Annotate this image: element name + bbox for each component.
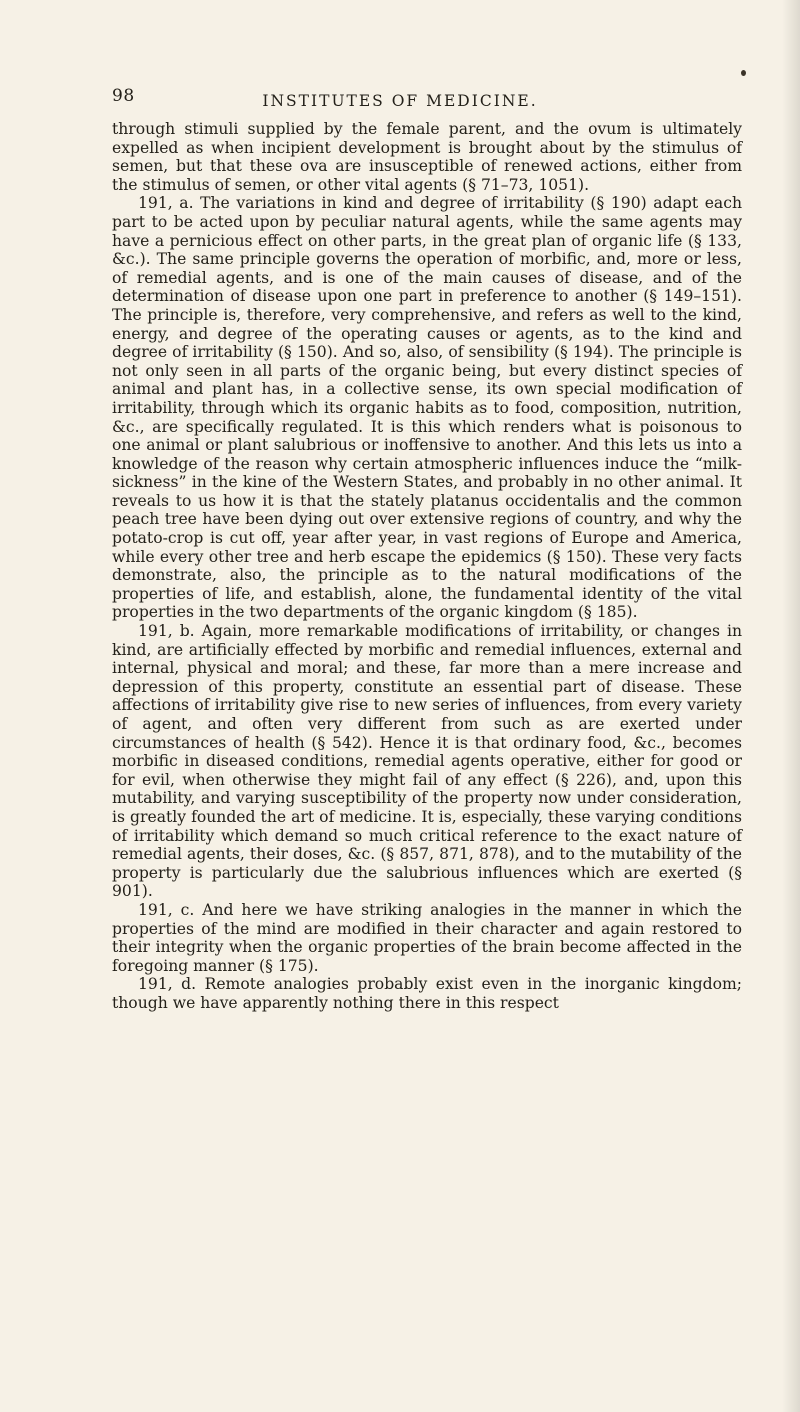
paragraph-continuation: through stimuli supplied by the female parent, and the ovum is ultimately expelled as when incipient development is brought about by the stimulus of semen, but that these ova are insusceptible of renewed actions, either from the stimulus of semen, or other vital agents (§ 71–73, 1051).: [112, 120, 742, 194]
ink-mark: [741, 70, 746, 76]
page-number: 98: [112, 86, 135, 106]
paragraph-191c: 191, c. And here we have striking analogies in the manner in which the properties of the mind are modified in their character and again restored to their integrity when the organic properties of the brain become affected in the foregoing manner (§ 175).: [112, 900, 742, 975]
paragraph-191d: 191, d. Remote analogies probably exist even in the inorganic kingdom; though we have apparently nothing there in this respect: [112, 975, 742, 1012]
running-head: INSTITUTES OF MEDICINE.: [262, 92, 538, 110]
paragraph-191b: 191, b. Again, more remarkable modifications of irritability, or changes in kind, are artificially effected by morbific and remedial influences, external and internal, physical and moral; and these, far more than a mere increase and depression of this property, constitute an essential part of disease. These affections of irritability give rise to new series of influences, from every variety of agent, and often very different from such as are exerted under circumstances of health (§ 542). Hence it is that ordinary food, &c., becomes morbific in diseased conditions, remedial agents operative, either for good or for evil, when otherwise they might fail of any effect (§ 226), and, upon this mutability, and varying susceptibility of the property now under consideration, is greatly founded the art of medicine. It is, especially, these varying conditions of irritability which demand so much critical reference to the exact nature of remedial agents, their doses, &c. (§ 857, 871, 878), and to the mutability of the property is particularly due the salubrious influences which are exerted (§ 901).: [112, 622, 742, 901]
body-text: [112, 120, 742, 1013]
page-edge-shadow: [782, 0, 800, 1412]
paragraph-191a: 191, a. The variations in kind and degree of irritability (§ 190) adapt each part to be acted upon by peculiar natural agents, while the same agents may have a pernicious effect on other parts, in the great plan of organic life (§ 133, &c.). The same principle governs the operation of morbific, and, more or less, of remedial agents, and is one of the main causes of disease, and of the determination of disease upon one part in preference to another (§ 149–151). The principle is, therefore, very comprehensive, and refers as well to the kind, energy, and degree of the operating causes or agents, as to the kind and degree of irritability (§ 150). And so, also, of sensibility (§ 194). The principle is not only seen in all parts of the organic being, but every distinct species of animal and plant has, in a collective sense, its own special modification of irritability, through which its organic habits as to food, composition, nutrition, &c., are specifically regulated. It is this which renders what is poisonous to one animal or plant salubrious or inoffensive to another. And this lets us into a knowledge of the reason why certain atmospheric influences induce the “milk-sickness” in the kine of the Western States, and probably in no other animal. It reveals to us how it is that the stately platanus occidentalis and the common peach tree have been dying out over extensive regions of country, and why the potato-crop is cut off, year after year, in vast regions of Europe and America, while every other tree and herb escape the epidemics (§ 150). These very facts demonstrate, also, the principle as to the natural modifications of the properties of life, and establish, alone, the fundamental identity of the vital properties in the two departments of the organic kingdom (§ 185).: [112, 194, 742, 622]
